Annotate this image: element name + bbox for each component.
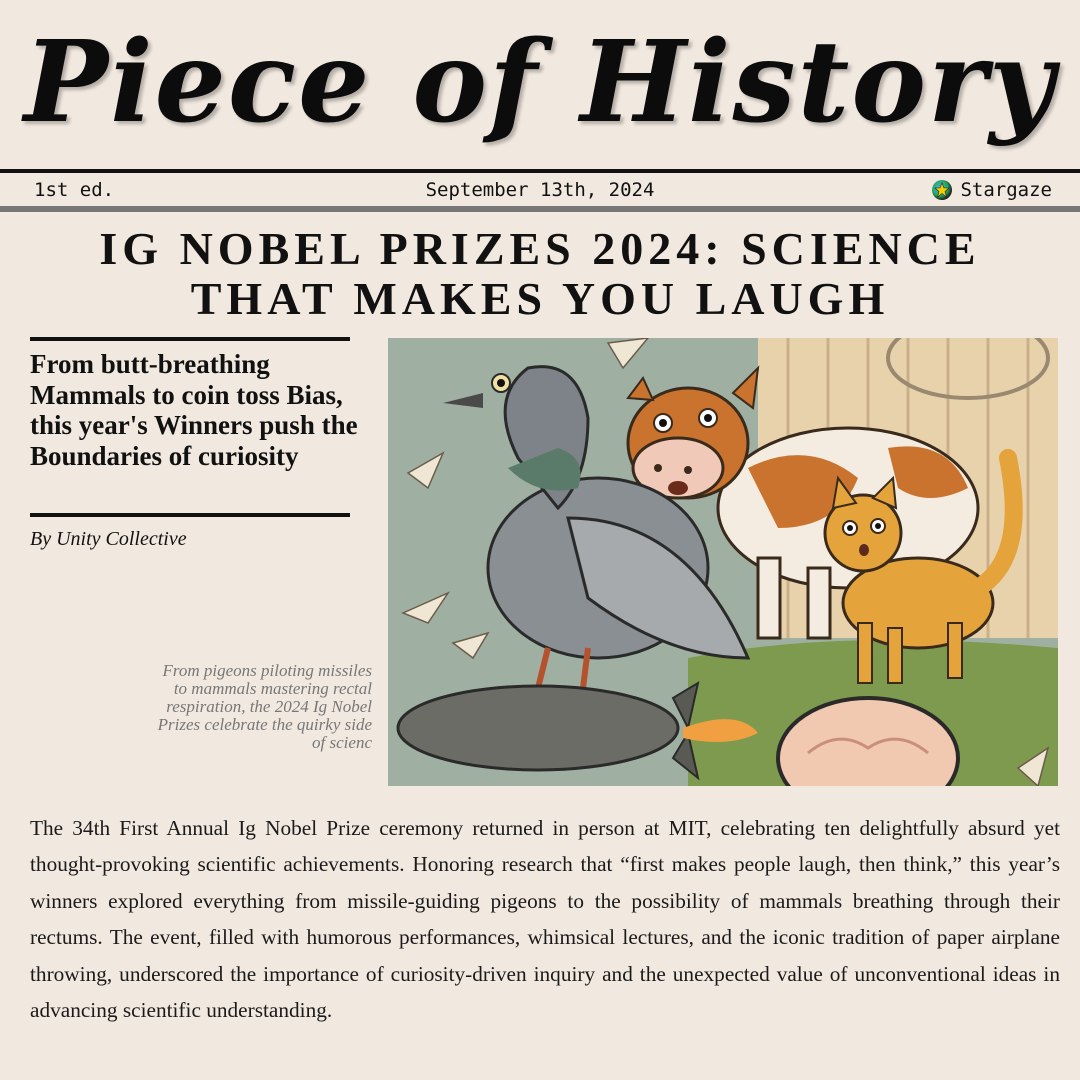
article-illustration <box>388 338 1058 786</box>
brand <box>932 179 1052 201</box>
article-body: The 34th First Annual Ig Nobel Prize ceremony returned in person at MIT, celebrating ten delightfully absurd yet thought-provoking scientific achievements. Honoring research that “first makes people laugh, then think,” this year’s winners explored everything from missile-guiding pigeons to the possibility of mammals breathing through their rectums. The event, filled with humorous performances, whimsical lectures, and the iconic tradition of paper airplane throwing, underscored the importance of curiosity-driven inquiry and the unexpected value of unconventional ideas in advancing scientific understanding. <box>30 816 1060 1023</box>
article-headline <box>0 224 1080 324</box>
article-subhead: From butt-breathing Mammals to coin toss Bias, this year's Winners push the Boundaries of curiosity <box>30 349 358 471</box>
headline-line-1: IG NOBEL PRIZES 2024: SCIENCE <box>99 223 981 274</box>
edition-bar <box>0 173 1080 206</box>
article-byline: By Unity Collective <box>30 528 187 550</box>
headline-line-2: THAT MAKES YOU LAUGH <box>190 273 890 324</box>
issue-date: September 13th, 2024 <box>425 179 655 201</box>
image-caption: From pigeons piloting missiles to mammals mastering rectal respiration, the 2024 Ig Nobel Prizes celebrate the quirky side of scienc <box>157 661 372 752</box>
stargaze-logo-icon <box>932 180 952 200</box>
subhead-rule-top <box>30 337 350 341</box>
edition-label: 1st ed. <box>34 179 115 201</box>
masthead-rule-bottom <box>0 206 1080 212</box>
masthead <box>0 8 1080 168</box>
masthead-title: Piece of History <box>23 17 1057 148</box>
brand-name: Stargaze <box>960 179 1052 201</box>
subhead-rule-bottom <box>30 513 350 517</box>
pigeon-cow-cat-illustration <box>388 338 1058 786</box>
